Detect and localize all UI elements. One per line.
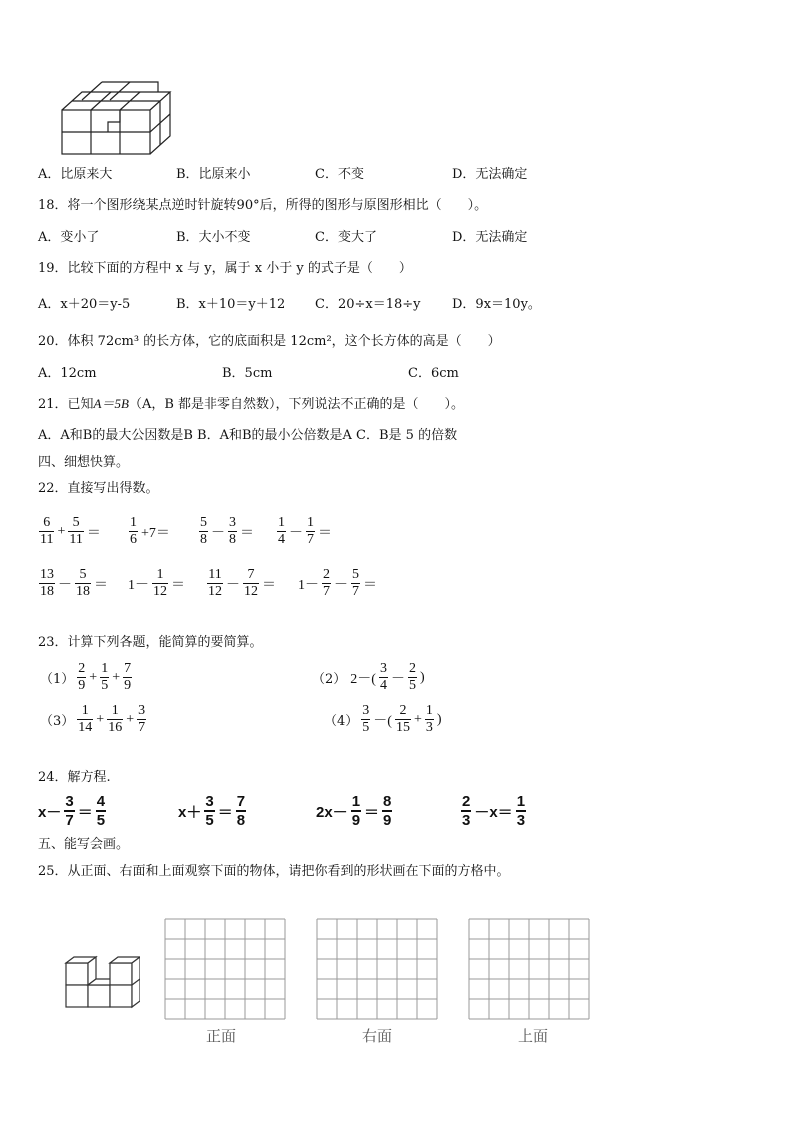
fraction (39, 567, 55, 600)
numerator: 1 (156, 567, 164, 582)
operator: － (58, 577, 72, 593)
q22-stem: 22．直接写出得数。 (38, 481, 159, 496)
q20-option-c: C．6cm (408, 366, 459, 381)
denominator: 18 (76, 584, 90, 599)
q20-option-a: A．12cm (38, 366, 97, 381)
q24-equation-3 (314, 793, 393, 829)
denominator: 5 (205, 812, 214, 829)
numerator: 5 (200, 515, 207, 530)
fraction (361, 703, 370, 736)
denominator: 11 (69, 532, 83, 547)
numerator: 3 (138, 703, 146, 718)
denominator: 5 (362, 720, 370, 735)
q19-option-b: B．x＋10＝y＋12 (176, 297, 286, 312)
grid-right-view[interactable] (316, 918, 439, 1020)
numerator: 3 (379, 661, 387, 676)
operator: ＝ (363, 577, 377, 593)
grid-label-top: 上面 (518, 1027, 549, 1045)
numerator: 2 (408, 661, 416, 676)
operator: －x＝ (474, 803, 513, 821)
numerator: 2 (462, 793, 471, 810)
section-5-heading: 五、能写会画。 (38, 837, 130, 852)
q25-stem: 25．从正面、右面和上面观察下面的物体，请把你看到的形状画在下面的方格中。 (38, 864, 510, 879)
q18-option-d: D．无法确定 (452, 230, 528, 245)
operator: 2－( (350, 671, 376, 687)
fraction (228, 515, 237, 548)
numerator: 1 (516, 793, 526, 810)
operator: ) (419, 669, 425, 685)
numerator: 7 (247, 567, 255, 582)
denominator: 8 (236, 812, 246, 829)
operator: + (413, 711, 422, 727)
fraction (243, 567, 259, 600)
denominator: 5 (101, 678, 109, 693)
operator: ＝ (171, 577, 185, 593)
numerator: 2 (399, 703, 407, 718)
q23-item-1 (38, 661, 133, 694)
q17-option-b: B．比原来小 (176, 167, 251, 182)
denominator: 3 (516, 812, 526, 829)
fraction (461, 793, 471, 829)
operator: －( (373, 713, 392, 729)
denominator: 8 (200, 532, 207, 547)
operator: ) (436, 711, 442, 727)
operator: ＝ (262, 577, 276, 593)
operator: 2x－ (316, 803, 348, 821)
q21-stem (38, 396, 464, 413)
grid-label-front: 正面 (206, 1027, 237, 1045)
q24-equation-2 (176, 793, 247, 829)
operator: ＝ (94, 577, 108, 593)
q22-expr-2 (128, 515, 172, 548)
denominator: 7 (352, 584, 359, 599)
q22-expr-1 (38, 515, 103, 548)
numerator: 7 (236, 793, 246, 810)
fraction (408, 661, 417, 694)
section-4-heading: 四、细想快算。 (38, 455, 130, 470)
denominator: 7 (65, 812, 74, 829)
numerator: 3 (65, 793, 74, 810)
denominator: 5 (408, 678, 416, 693)
operator: 1－ (298, 577, 319, 593)
fraction (64, 793, 74, 829)
q21-stem-equation: A＝5B (93, 396, 129, 411)
grid-front-view[interactable] (164, 918, 287, 1020)
fraction (516, 793, 526, 829)
fraction (100, 661, 109, 694)
fraction (199, 515, 208, 548)
denominator: 3 (462, 812, 471, 829)
fraction (77, 661, 86, 694)
q18-stem: 18．将一个图形绕某点逆时针旋转90°后，所得的图形与原图形相比（ ）。 (38, 198, 488, 213)
fraction (277, 515, 286, 548)
q17-option-c: C．不变 (315, 167, 364, 182)
q24-equation-4 (460, 793, 527, 829)
operator: ＝ (217, 803, 233, 821)
item-label: （4） (324, 714, 359, 729)
operator: + (89, 669, 98, 685)
q22-expr-6 (126, 567, 187, 600)
q22-expr-5 (38, 567, 110, 600)
denominator: 12 (153, 584, 167, 599)
grid-label-right: 右面 (362, 1027, 393, 1045)
operator: ＝ (364, 803, 380, 821)
numerator: 1 (351, 793, 361, 810)
fraction (306, 515, 315, 548)
operator: +7＝ (141, 525, 170, 541)
fraction (382, 793, 392, 829)
denominator: 4 (278, 532, 285, 547)
q17-option-d: D．无法确定 (452, 167, 528, 182)
numerator: 1 (425, 703, 433, 718)
operator: － (334, 577, 348, 593)
operator: + (126, 711, 135, 727)
numerator: 3 (205, 793, 214, 810)
q22-expr-8 (296, 567, 379, 600)
numerator: 3 (229, 515, 236, 530)
denominator: 4 (379, 678, 387, 693)
fraction (204, 793, 214, 829)
operator: 1－ (128, 577, 149, 593)
fraction (351, 567, 360, 600)
operator: ＝ (318, 525, 332, 541)
denominator: 5 (96, 812, 106, 829)
numerator: 1 (278, 515, 285, 530)
denominator: 9 (124, 678, 132, 693)
denominator: 9 (78, 678, 86, 693)
q24-stem: 24．解方程. (38, 770, 111, 785)
fraction (137, 703, 146, 736)
q23-item-3 (38, 703, 147, 736)
cube-block-figure (58, 78, 174, 156)
denominator: 8 (229, 532, 236, 547)
numerator: 4 (96, 793, 106, 810)
operator: x＋ (178, 803, 202, 821)
q19-stem: 19．比较下面的方程中 x 与 y，属于 x 小于 y 的式子是（ ） (38, 261, 412, 276)
q22-expr-3 (198, 515, 256, 548)
q19-option-d: D．9x＝10y。 (452, 297, 541, 312)
denominator: 9 (383, 812, 392, 829)
fraction (77, 703, 93, 736)
fraction (129, 515, 138, 548)
operator: + (96, 711, 105, 727)
numerator: 6 (43, 515, 51, 530)
item-label: （3） (40, 714, 75, 729)
q21-stem-rest: （A，B 都是非零自然数），下列说法不正确的是（ ）。 (128, 397, 465, 412)
numerator: 13 (40, 567, 54, 582)
denominator: 18 (40, 584, 54, 599)
q21-stem-prefix: 21．已知 (38, 397, 94, 412)
numerator: 11 (208, 567, 222, 582)
q19-option-c: C．20÷x＝18÷y (315, 297, 421, 312)
q20-option-b: B．5cm (222, 366, 273, 381)
numerator: 1 (81, 703, 89, 718)
fraction (207, 567, 223, 600)
denominator: 12 (244, 584, 258, 599)
operator: － (390, 671, 405, 687)
operator: + (112, 669, 121, 685)
q20-stem: 20．体积 72cm³ 的长方体，它的底面积是 12cm²，这个长方体的高是（ ） (38, 334, 501, 349)
numerator: 7 (124, 661, 132, 676)
denominator: 7 (307, 532, 314, 547)
numerator: 2 (323, 567, 330, 582)
fraction (351, 793, 361, 829)
fraction (236, 793, 246, 829)
q18-option-b: B．大小不变 (176, 230, 251, 245)
q21-options: A．A和B的最大公因数是B B．A和B的最小公倍数是A C．B是 5 的倍数 (38, 428, 458, 443)
operator: － (211, 525, 225, 541)
fraction (322, 567, 331, 600)
fraction (152, 567, 168, 600)
cube-object-figure (64, 955, 140, 1013)
q18-option-a: A．变小了 (38, 230, 100, 245)
denominator: 7 (138, 720, 146, 735)
operator: － (226, 577, 240, 593)
operator: ＝ (86, 525, 101, 541)
q22-expr-7 (206, 567, 278, 600)
q22-expr-4 (276, 515, 334, 548)
denominator: 14 (78, 720, 93, 735)
numerator: 1 (130, 515, 137, 530)
numerator: 1 (101, 661, 109, 676)
grid-top-view[interactable] (468, 918, 591, 1020)
denominator: 6 (130, 532, 137, 547)
numerator: 5 (352, 567, 359, 582)
item-label: （1） (40, 672, 75, 687)
q19-option-a: A．x＋20＝y-5 (38, 297, 131, 312)
fraction (379, 661, 388, 694)
numerator: 1 (111, 703, 119, 718)
q24-equation-1 (36, 793, 107, 829)
operator: ＝ (77, 803, 93, 821)
operator: ＝ (240, 525, 254, 541)
fraction (395, 703, 411, 736)
operator: x－ (38, 803, 62, 821)
operator: + (57, 523, 66, 539)
fraction (68, 515, 83, 548)
numerator: 5 (79, 567, 87, 582)
denominator: 11 (40, 532, 54, 547)
q18-option-c: C．变大了 (315, 230, 377, 245)
denominator: 12 (208, 584, 222, 599)
numerator: 2 (78, 661, 86, 676)
q23-stem: 23．计算下列各题，能简算的要简算。 (38, 635, 263, 650)
numerator: 1 (307, 515, 314, 530)
denominator: 9 (351, 812, 361, 829)
q23-item-2 (310, 661, 427, 694)
fraction (96, 793, 106, 829)
numerator: 8 (383, 793, 392, 810)
fraction (425, 703, 434, 736)
numerator: 3 (362, 703, 370, 718)
denominator: 7 (323, 584, 330, 599)
item-label: （2） (312, 672, 347, 687)
denominator: 3 (425, 720, 433, 735)
q23-item-4 (322, 703, 444, 736)
fraction (75, 567, 91, 600)
operator: － (289, 525, 303, 541)
fraction (107, 703, 123, 736)
denominator: 16 (108, 720, 123, 735)
denominator: 15 (395, 720, 410, 735)
q17-option-a: A．比原来大 (38, 167, 113, 182)
numerator: 5 (72, 515, 80, 530)
fraction (123, 661, 132, 694)
fraction (39, 515, 54, 548)
